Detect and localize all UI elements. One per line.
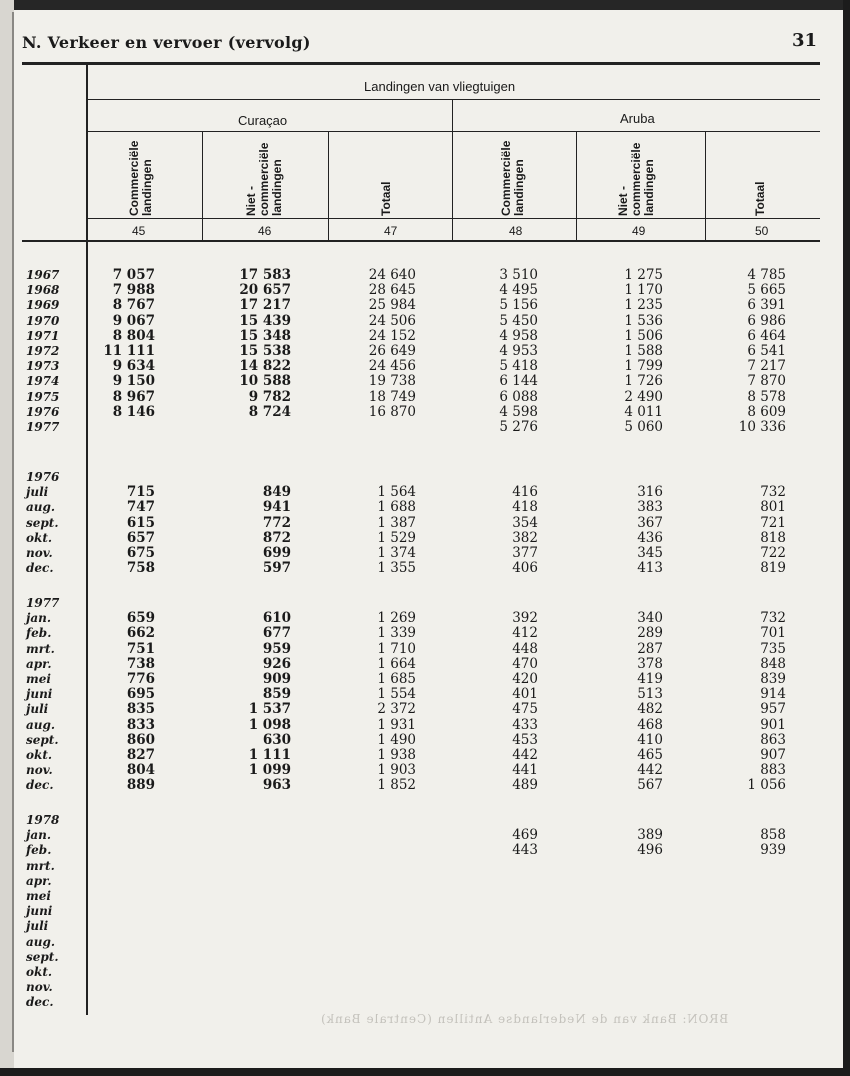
cell-c45: 8 767 bbox=[112, 297, 155, 314]
col-divider-48-49 bbox=[576, 132, 577, 240]
cell-c48: 448 bbox=[512, 640, 538, 657]
cell-c50: 957 bbox=[760, 701, 786, 718]
cell-c46: 9 782 bbox=[248, 388, 291, 405]
cell-c50: 6 391 bbox=[747, 297, 786, 314]
cell-c46: 8 724 bbox=[248, 403, 291, 420]
cell-c49: 1 588 bbox=[624, 343, 663, 359]
column-number-47: 47 bbox=[384, 224, 398, 238]
cell-c50: 732 bbox=[760, 484, 786, 501]
column-label-49 bbox=[617, 140, 656, 216]
cell-c48: 442 bbox=[512, 747, 538, 763]
cell-c46: 15 538 bbox=[239, 343, 291, 359]
cell-c46: 1 098 bbox=[248, 716, 291, 733]
cell-c47: 1 374 bbox=[377, 545, 416, 561]
cell-c50: 701 bbox=[760, 625, 786, 642]
cell-c47: 1 664 bbox=[377, 655, 416, 672]
cell-c49: 1 799 bbox=[624, 358, 663, 375]
cell-c49: 316 bbox=[637, 484, 663, 501]
cell-c48: 5 450 bbox=[499, 312, 538, 329]
row-label: 1975 bbox=[26, 389, 60, 404]
sub-header-rule bbox=[88, 131, 820, 132]
cell-c49: 482 bbox=[637, 701, 663, 718]
cell-c48: 416 bbox=[512, 484, 538, 501]
cell-c45: 11 111 bbox=[103, 343, 155, 359]
cell-c49: 340 bbox=[637, 610, 663, 627]
cell-c46: 859 bbox=[262, 686, 291, 703]
column-label-50 bbox=[754, 140, 767, 216]
cell-c47: 1 269 bbox=[377, 610, 416, 627]
top-edge-bar bbox=[0, 0, 843, 10]
column-label-line: Niet - bbox=[244, 186, 258, 216]
cell-c47: 1 387 bbox=[377, 514, 416, 531]
cell-c45: 659 bbox=[126, 610, 155, 627]
cell-c49: 5 060 bbox=[624, 419, 663, 435]
column-label-line: Niet - bbox=[616, 186, 630, 216]
cell-c46: 17 217 bbox=[239, 297, 291, 314]
row-label: dec. bbox=[26, 995, 54, 1010]
cell-c48: 420 bbox=[512, 671, 538, 687]
cell-c47: 1 554 bbox=[377, 686, 416, 703]
cell-c49: 1 536 bbox=[624, 312, 663, 329]
cell-c50: 848 bbox=[760, 655, 786, 672]
cell-c48: 5 156 bbox=[499, 297, 538, 314]
cell-c50: 939 bbox=[760, 842, 786, 859]
cell-c50: 5 665 bbox=[747, 282, 786, 299]
cell-c48: 4 953 bbox=[499, 343, 538, 359]
cell-c50: 10 336 bbox=[738, 419, 786, 435]
cell-c47: 28 645 bbox=[368, 282, 416, 299]
cell-c45: 776 bbox=[126, 671, 155, 687]
row-label: nov. bbox=[26, 763, 53, 778]
cell-c47: 2 372 bbox=[377, 701, 416, 718]
row-label: dec. bbox=[26, 778, 54, 793]
row-label: nov. bbox=[26, 546, 53, 560]
row-label: sept. bbox=[26, 949, 59, 964]
column-label-line: landingen bbox=[270, 159, 284, 216]
cell-c49: 1 506 bbox=[624, 327, 663, 344]
row-label: juli bbox=[26, 485, 49, 500]
page-number: 31 bbox=[792, 30, 818, 51]
page-title: N. Verkeer en vervoer (vervolg) bbox=[22, 33, 311, 52]
row-label: 1969 bbox=[26, 298, 60, 313]
cell-c49: 1 170 bbox=[624, 282, 663, 299]
cell-c49: 389 bbox=[637, 827, 663, 844]
column-number-rule bbox=[22, 240, 820, 242]
cell-c49: 383 bbox=[637, 499, 663, 516]
cell-c45: 804 bbox=[126, 762, 155, 779]
cell-c45: 695 bbox=[126, 686, 155, 703]
cell-c49: 378 bbox=[637, 655, 663, 672]
cell-c49: 419 bbox=[637, 671, 663, 687]
row-label: okt. bbox=[26, 530, 53, 545]
row-label: 1977 bbox=[26, 596, 60, 610]
column-label-48 bbox=[500, 140, 526, 216]
cell-c48: 392 bbox=[512, 610, 538, 627]
cell-c49: 1 275 bbox=[624, 267, 663, 283]
row-label: 1967 bbox=[26, 268, 60, 282]
cell-c45: 615 bbox=[126, 514, 155, 531]
column-label-line: landingen bbox=[512, 159, 526, 216]
column-label-line: commerciële bbox=[257, 142, 271, 216]
row-label: 1978 bbox=[26, 813, 60, 827]
cell-c45: 9 634 bbox=[112, 358, 155, 375]
cell-c50: 8 609 bbox=[747, 403, 786, 420]
cell-c48: 412 bbox=[512, 625, 538, 642]
cell-c45: 860 bbox=[126, 731, 155, 748]
cell-c49: 4 011 bbox=[624, 403, 663, 420]
row-label: jan. bbox=[26, 828, 52, 843]
subheader-aruba: Aruba bbox=[620, 111, 655, 126]
row-label: juli bbox=[26, 702, 49, 717]
cell-c50: 818 bbox=[760, 529, 786, 546]
cell-c49: 289 bbox=[637, 625, 663, 642]
cell-c46: 1 537 bbox=[248, 701, 291, 718]
row-label: 1973 bbox=[26, 359, 60, 374]
group-header: Landingen van vliegtuigen bbox=[364, 79, 516, 94]
cell-c47: 24 506 bbox=[368, 312, 416, 329]
row-label: 1974 bbox=[26, 374, 60, 389]
cell-c46: 15 439 bbox=[239, 312, 291, 329]
cell-c47: 1 490 bbox=[377, 731, 416, 748]
row-label: aug. bbox=[26, 934, 56, 949]
cell-c49: 2 490 bbox=[624, 388, 663, 405]
cell-c48: 453 bbox=[512, 731, 538, 748]
cell-c50: 858 bbox=[760, 827, 786, 844]
cell-c48: 3 510 bbox=[499, 267, 538, 283]
row-label: feb. bbox=[26, 626, 52, 641]
cell-c48: 443 bbox=[512, 842, 538, 859]
row-label: sept. bbox=[26, 515, 59, 530]
cell-c50: 7 217 bbox=[747, 358, 786, 375]
cell-c50: 735 bbox=[760, 640, 786, 657]
cell-c46: 1 111 bbox=[248, 747, 291, 763]
cell-c49: 513 bbox=[637, 686, 663, 703]
cell-c49: 468 bbox=[637, 716, 663, 733]
row-label: 1970 bbox=[26, 313, 60, 328]
cell-c48: 475 bbox=[512, 701, 538, 718]
cell-c47: 1 685 bbox=[377, 671, 416, 687]
row-label: apr. bbox=[26, 656, 52, 671]
group-header-rule bbox=[88, 99, 820, 100]
column-number-45: 45 bbox=[132, 224, 146, 238]
cell-c45: 657 bbox=[126, 529, 155, 546]
title-rule bbox=[22, 62, 820, 65]
cell-c46: 630 bbox=[262, 731, 291, 748]
row-label: feb. bbox=[26, 843, 52, 858]
cell-c46: 14 822 bbox=[239, 358, 291, 375]
cell-c46: 941 bbox=[262, 499, 291, 516]
cell-c45: 827 bbox=[126, 747, 155, 763]
column-label-line: landingen bbox=[642, 159, 656, 216]
row-label: 1976 bbox=[26, 470, 60, 484]
cell-c47: 1 355 bbox=[377, 560, 416, 577]
row-label: mei bbox=[26, 672, 51, 686]
cell-c48: 377 bbox=[512, 545, 538, 561]
cell-c48: 4 598 bbox=[499, 403, 538, 420]
cell-c46: 17 583 bbox=[239, 267, 291, 283]
column-label-line: Totaal bbox=[753, 181, 767, 216]
cell-c47: 1 339 bbox=[377, 625, 416, 642]
row-label: apr. bbox=[26, 873, 52, 888]
cell-c47: 1 564 bbox=[377, 484, 416, 501]
cell-c48: 354 bbox=[512, 514, 538, 531]
cell-c50: 7 870 bbox=[747, 373, 786, 390]
cell-c47: 19 738 bbox=[368, 373, 416, 390]
cell-c45: 889 bbox=[126, 777, 155, 794]
row-label: nov. bbox=[26, 980, 53, 995]
column-number-49: 49 bbox=[632, 224, 646, 238]
column-label-46 bbox=[245, 140, 284, 216]
column-number-50: 50 bbox=[755, 224, 769, 238]
cell-c46: 597 bbox=[262, 560, 291, 577]
cell-c49: 465 bbox=[637, 747, 663, 763]
cell-c49: 287 bbox=[637, 640, 663, 657]
row-label: 1972 bbox=[26, 344, 60, 358]
row-label: 1976 bbox=[26, 404, 60, 419]
cell-c50: 1 056 bbox=[747, 777, 786, 794]
cell-c50: 819 bbox=[760, 560, 786, 577]
cell-c46: 15 348 bbox=[239, 327, 291, 344]
cell-c50: 901 bbox=[760, 716, 786, 733]
cell-c49: 345 bbox=[637, 545, 663, 561]
cell-c48: 469 bbox=[512, 827, 538, 844]
row-label: juli bbox=[26, 919, 49, 934]
cell-c46: 610 bbox=[262, 610, 291, 627]
cell-c50: 883 bbox=[760, 762, 786, 779]
row-label: aug. bbox=[26, 717, 56, 732]
cell-c47: 1 710 bbox=[377, 640, 416, 657]
row-label: 1971 bbox=[26, 328, 60, 343]
cell-c50: 4 785 bbox=[747, 267, 786, 283]
cell-c45: 758 bbox=[126, 560, 155, 577]
cell-c46: 772 bbox=[262, 514, 291, 531]
cell-c45: 9 067 bbox=[112, 312, 155, 329]
column-label-rule bbox=[88, 218, 820, 219]
cell-c50: 732 bbox=[760, 610, 786, 627]
cell-c45: 9 150 bbox=[112, 373, 155, 390]
cell-c48: 441 bbox=[512, 762, 538, 779]
cell-c49: 436 bbox=[637, 529, 663, 546]
cell-c50: 914 bbox=[760, 686, 786, 703]
cell-c47: 26 649 bbox=[368, 343, 416, 359]
cell-c47: 1 852 bbox=[377, 777, 416, 794]
row-label: okt. bbox=[26, 748, 53, 762]
cell-c48: 4 495 bbox=[499, 282, 538, 299]
cell-c47: 1 938 bbox=[377, 747, 416, 763]
cell-c49: 367 bbox=[637, 514, 663, 531]
cell-c50: 863 bbox=[760, 731, 786, 748]
cell-c46: 849 bbox=[262, 484, 291, 501]
cell-c46: 963 bbox=[262, 777, 291, 794]
cell-c50: 8 578 bbox=[747, 388, 786, 405]
cell-c50: 6 986 bbox=[747, 312, 786, 329]
cell-c49: 1 235 bbox=[624, 297, 663, 314]
cell-c48: 382 bbox=[512, 529, 538, 546]
row-label: aug. bbox=[26, 500, 56, 515]
cell-c47: 1 931 bbox=[377, 716, 416, 733]
cell-c49: 410 bbox=[637, 731, 663, 748]
cell-c48: 4 958 bbox=[499, 327, 538, 344]
row-label: 1977 bbox=[26, 420, 60, 434]
cell-c45: 8 804 bbox=[112, 327, 155, 344]
cell-c48: 433 bbox=[512, 716, 538, 733]
col-divider-45-46 bbox=[202, 132, 203, 240]
cell-c45: 751 bbox=[126, 640, 155, 657]
cell-c45: 675 bbox=[126, 545, 155, 561]
cell-c48: 470 bbox=[512, 655, 538, 672]
cell-c47: 24 456 bbox=[368, 358, 416, 375]
cell-c48: 489 bbox=[512, 777, 538, 794]
cell-c48: 6 088 bbox=[499, 388, 538, 405]
cell-c48: 406 bbox=[512, 560, 538, 577]
cell-c45: 715 bbox=[126, 484, 155, 501]
column-number-46: 46 bbox=[258, 224, 272, 238]
cell-c49: 442 bbox=[637, 762, 663, 779]
bleed-through-source: BRON: Bank van de Nederlandse Antillen (Centrale Bank) bbox=[320, 1012, 729, 1026]
cell-c46: 909 bbox=[262, 671, 291, 687]
row-label: 1968 bbox=[26, 283, 60, 298]
cell-c47: 24 640 bbox=[368, 267, 416, 283]
cell-c46: 1 099 bbox=[248, 762, 291, 779]
cell-c48: 401 bbox=[512, 686, 538, 703]
cell-c47: 18 749 bbox=[368, 388, 416, 405]
cell-c47: 1 529 bbox=[377, 529, 416, 546]
stub-divider bbox=[86, 65, 88, 1015]
subheader-curacao: Curaçao bbox=[238, 113, 288, 128]
cell-c45: 662 bbox=[126, 625, 155, 642]
cell-c49: 567 bbox=[637, 777, 663, 794]
cell-c50: 6 541 bbox=[747, 343, 786, 359]
row-label: mrt. bbox=[26, 641, 55, 656]
column-label-47 bbox=[380, 140, 393, 216]
col-divider-46-47 bbox=[328, 132, 329, 240]
cell-c46: 872 bbox=[262, 529, 291, 546]
row-label: juni bbox=[26, 687, 53, 702]
cell-c49: 496 bbox=[637, 842, 663, 859]
cell-c47: 1 903 bbox=[377, 762, 416, 779]
column-label-line: Commerciële bbox=[499, 140, 513, 216]
cell-c45: 738 bbox=[126, 655, 155, 672]
cell-c48: 6 144 bbox=[499, 373, 538, 390]
cell-c45: 833 bbox=[126, 716, 155, 733]
row-label: juni bbox=[26, 904, 53, 919]
cell-c48: 5 418 bbox=[499, 358, 538, 375]
column-label-line: Totaal bbox=[379, 181, 393, 216]
column-number-48: 48 bbox=[509, 224, 523, 238]
row-label: mei bbox=[26, 889, 51, 903]
cell-c46: 959 bbox=[262, 640, 291, 657]
column-label-line: landingen bbox=[140, 159, 154, 216]
cell-c45: 7 057 bbox=[112, 267, 155, 283]
binding-line bbox=[12, 12, 14, 1052]
cell-c48: 418 bbox=[512, 499, 538, 516]
cell-c46: 677 bbox=[262, 625, 291, 642]
cell-c48: 5 276 bbox=[499, 419, 538, 435]
row-label: jan. bbox=[26, 611, 52, 626]
cell-c49: 1 726 bbox=[624, 373, 663, 390]
column-label-line: commerciële bbox=[629, 142, 643, 216]
cell-c45: 8 146 bbox=[112, 403, 155, 420]
col-divider-49-50 bbox=[705, 132, 706, 240]
cell-c45: 7 988 bbox=[112, 282, 155, 299]
cell-c50: 801 bbox=[760, 499, 786, 516]
cell-c46: 10 588 bbox=[239, 373, 291, 390]
row-label: okt. bbox=[26, 965, 53, 979]
cell-c47: 1 688 bbox=[377, 499, 416, 516]
column-label-line: Commerciële bbox=[127, 140, 141, 216]
cell-c50: 6 464 bbox=[747, 327, 786, 344]
row-label: mrt. bbox=[26, 858, 55, 873]
cell-c45: 8 967 bbox=[112, 388, 155, 405]
cell-c47: 25 984 bbox=[368, 297, 416, 314]
cell-c45: 747 bbox=[126, 499, 155, 516]
cell-c49: 413 bbox=[637, 560, 663, 577]
cell-c46: 926 bbox=[262, 655, 291, 672]
column-label-45 bbox=[128, 140, 154, 216]
cell-c47: 24 152 bbox=[368, 327, 416, 344]
cell-c46: 20 657 bbox=[239, 282, 291, 299]
cell-c46: 699 bbox=[262, 545, 291, 561]
cell-c50: 907 bbox=[760, 747, 786, 763]
cell-c50: 839 bbox=[760, 671, 786, 687]
cell-c50: 721 bbox=[760, 514, 786, 531]
row-label: dec. bbox=[26, 561, 54, 576]
row-label: sept. bbox=[26, 732, 59, 747]
cell-c47: 16 870 bbox=[368, 403, 416, 420]
cell-c45: 835 bbox=[126, 701, 155, 718]
cell-c50: 722 bbox=[760, 545, 786, 561]
